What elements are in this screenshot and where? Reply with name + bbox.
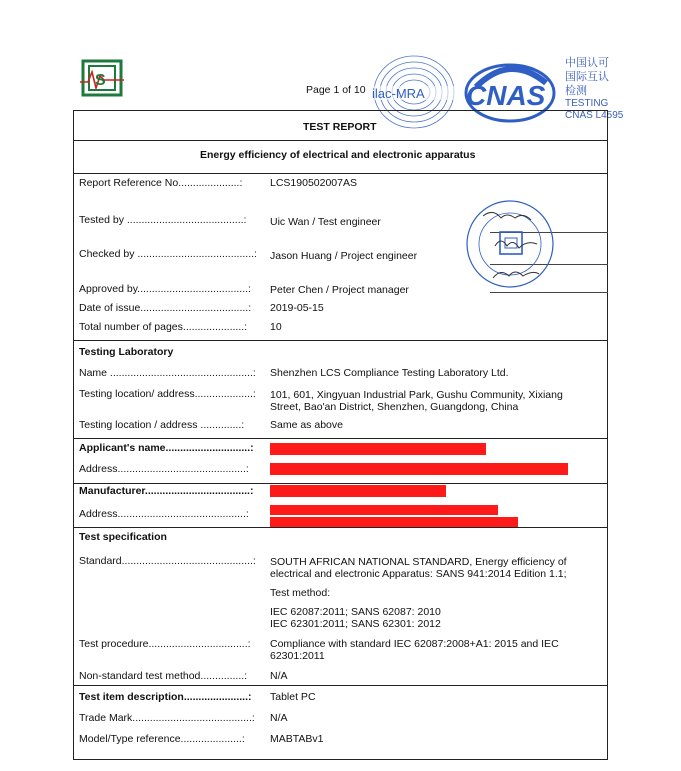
report-ref-value: LCS190502007AS bbox=[270, 177, 357, 189]
cnas-chinese-line3: 检测 bbox=[565, 85, 587, 97]
applicant-name-label: Applicant's name.............................: bbox=[79, 442, 254, 454]
nonstd-value: N/A bbox=[270, 670, 288, 682]
company-seal bbox=[465, 198, 575, 298]
redaction-bar bbox=[270, 505, 498, 515]
divider bbox=[74, 140, 607, 141]
model-label: Model/Type reference.....................: bbox=[79, 733, 245, 745]
spec-section-title: Test specification bbox=[79, 531, 167, 543]
divider bbox=[74, 483, 607, 484]
standard-label: Standard.............................................: bbox=[79, 555, 256, 567]
ilac-mra-text: ilac-MRA bbox=[372, 86, 425, 101]
lab-section-title: Testing Laboratory bbox=[79, 346, 174, 358]
item-desc-value: Tablet PC bbox=[270, 691, 316, 703]
test-method-line1: IEC 62087:2011; SANS 62087: 2010 bbox=[270, 606, 441, 618]
pages-value: 10 bbox=[270, 321, 282, 333]
redaction-bar bbox=[270, 485, 446, 497]
divider bbox=[74, 438, 607, 439]
procedure-value: Compliance with standard IEC 62087:2008+A1: 2015 and IEC 62301:2011 bbox=[270, 638, 559, 662]
tested-by-value: Uic Wan / Test engineer bbox=[270, 216, 381, 228]
manufacturer-name-label: Manufacturer....................................: bbox=[79, 485, 254, 497]
lab-location-value: 101, 601, Xingyuan Industrial Park, Gushu Community, Xixiang Street, Bao'an District, Shenzhen, Guangdong, China bbox=[270, 389, 563, 413]
item-desc-label bbox=[79, 691, 252, 703]
standard-value: SOUTH AFRICAN NATIONAL STANDARD, Energy efficiency of electrical and electronic Apparatus: SANS 941:2014 Edition 1.1; bbox=[270, 556, 567, 580]
divider bbox=[74, 173, 607, 174]
date-value: 2019-05-15 bbox=[270, 302, 324, 314]
approved-by-label: Approved by......................................: bbox=[79, 283, 251, 295]
page-number: Page 1 of 10 bbox=[306, 84, 366, 96]
trademark-value: N/A bbox=[270, 712, 288, 724]
cnas-testing: TESTING bbox=[565, 98, 609, 109]
redaction-bar bbox=[270, 463, 568, 475]
cnas-text: CNAS bbox=[466, 80, 546, 111]
nonstd-label: Non-standard test method...............: bbox=[79, 670, 248, 682]
date-label: Date of issue.....................................: bbox=[79, 302, 252, 314]
divider bbox=[74, 527, 607, 528]
test-method-line2: IEC 62301:2011; SANS 62301: 2012 bbox=[270, 618, 441, 630]
checked-by-value: Jason Huang / Project engineer bbox=[270, 250, 418, 262]
item-desc-label-text: Test item description......................: bbox=[79, 691, 252, 703]
model-value: MABTABv1 bbox=[270, 733, 324, 745]
lab-location2-value: Same as above bbox=[270, 419, 343, 431]
lab-name-label: Name .................................................: bbox=[79, 367, 256, 379]
cnas-chinese-line1: 中国认可 bbox=[565, 57, 609, 69]
lab-location2-label: Testing location / address ..............: bbox=[79, 419, 245, 431]
pages-label: Total number of pages.....................: bbox=[79, 321, 248, 333]
test-method-label: Test method: bbox=[270, 587, 331, 599]
manufacturer-address-label: Address............................................: bbox=[79, 508, 249, 520]
report-title: TEST REPORT bbox=[303, 121, 377, 133]
report-subtitle: Energy efficiency of electrical and electronic apparatus bbox=[200, 149, 476, 161]
lcs-logo bbox=[80, 58, 124, 98]
applicant-address-label: Address............................................: bbox=[79, 463, 249, 475]
cnas-number: CNAS L4595 bbox=[565, 110, 624, 121]
report-ref-label: Report Reference No.....................: bbox=[79, 177, 243, 189]
lab-location-label: Testing location/ address....................: bbox=[79, 388, 256, 400]
cnas-chinese-line2: 国际互认 bbox=[565, 71, 609, 83]
logo-letter: S bbox=[95, 72, 106, 89]
procedure-label: Test procedure..................................: bbox=[79, 638, 251, 650]
approved-by-value: Peter Chen / Project manager bbox=[270, 284, 409, 296]
trademark-label: Trade Mark.........................................: bbox=[79, 712, 255, 724]
redaction-bar bbox=[270, 443, 486, 455]
lab-name-value: Shenzhen LCS Compliance Testing Laboratory Ltd. bbox=[270, 367, 509, 379]
divider bbox=[74, 340, 607, 341]
redaction-bar bbox=[270, 517, 518, 527]
divider bbox=[74, 685, 607, 686]
checked-by-label: Checked by ........................................: bbox=[79, 248, 257, 260]
tested-by-label: Tested by ........................................: bbox=[79, 214, 247, 226]
